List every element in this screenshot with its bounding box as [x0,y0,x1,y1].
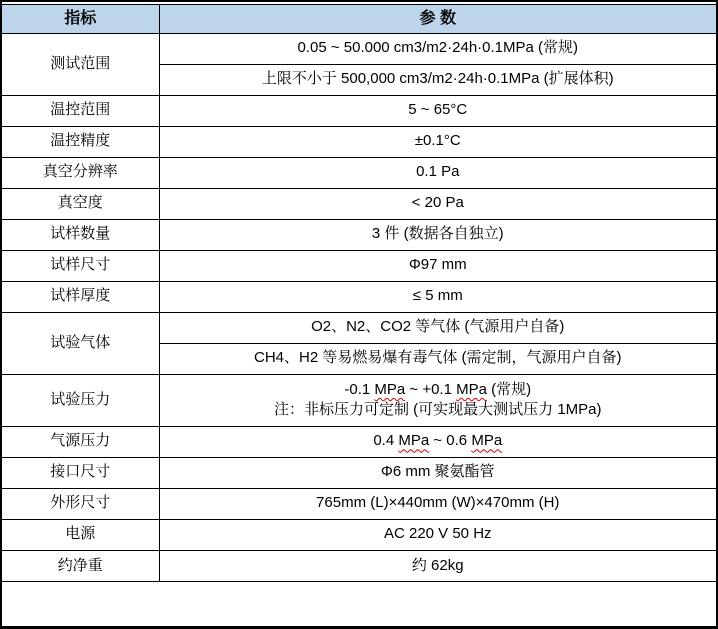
table-inner-frame [2,4,716,582]
row-label-port-size: 接口尺寸 [2,457,159,488]
table-row-gas-supply-pressure [2,426,716,457]
row-label-temp-range: 温控范围 [2,95,159,126]
table-row-net-weight [2,550,716,581]
value-power: AC 220 V 50 Hz [159,519,716,550]
table-row-power [2,519,716,550]
spec-table [2,5,716,581]
row-label-test-gas: 试验气体 [2,312,159,374]
value-test-pressure-line1: -0.1 MPa ~ +0.1 MPa (常规) [344,380,532,398]
row-label-gas-supply-pressure: 气源压力 [2,426,159,457]
header-cell-parameter: 参 数 [159,5,716,33]
table-row-port-size [2,457,716,488]
table-row-test-pressure [2,374,716,426]
value-test-pressure-line2: 注：非标压力可定制 (可实现最大测试压力 1MPa) [273,401,602,418]
row-label-sample-count: 试样数量 [2,219,159,250]
row-label-vacuum-resolution: 真空分辨率 [2,157,159,188]
value-test-pressure [159,374,716,426]
value-test-gas-custom: CH4、H2 等易燃易爆有毒气体 (需定制，气源用户自备) [159,343,716,374]
value-dimensions: 765mm (L)×440mm (W)×470mm (H) [159,488,716,519]
row-label-test-range: 测试范围 [2,33,159,95]
value-test-range-extended: 上限不小于 500,000 cm3/m2·24h·0.1MPa (扩展体积) [159,64,716,95]
value-sample-size: Φ97 mm [159,250,716,281]
row-label-sample-size: 试样尺寸 [2,250,159,281]
table-row-vacuum-resolution [2,157,716,188]
value-sample-thickness: ≤ 5 mm [159,281,716,312]
value-net-weight: 约 62kg [159,550,716,581]
table-row-test-range [2,33,716,64]
table-row-dimensions [2,488,716,519]
value-sample-count: 3 件 (数据各自独立) [159,219,716,250]
value-vacuum-resolution: 0.1 Pa [159,157,716,188]
table-row-test-gas [2,312,716,343]
table-row-temp-range [2,95,716,126]
value-vacuum-degree: < 20 Pa [159,188,716,219]
row-label-test-pressure: 试验压力 [2,374,159,426]
row-label-vacuum-degree: 真空度 [2,188,159,219]
table-row-sample-count [2,219,716,250]
row-label-net-weight: 约净重 [2,550,159,581]
value-test-range-standard: 0.05 ~ 50.000 cm3/m2·24h·0.1MPa (常规) [159,33,716,64]
row-label-temp-accuracy: 温控精度 [2,126,159,157]
value-port-size: Φ6 mm 聚氨酯管 [159,457,716,488]
table-row-temp-accuracy [2,126,716,157]
value-test-gas-standard: O2、N2、CO2 等气体 (气源用户自备) [159,312,716,343]
row-label-sample-thickness: 试样厚度 [2,281,159,312]
row-label-power: 电源 [2,519,159,550]
value-gas-supply-pressure: 0.4 MPa ~ 0.6 MPa [159,426,716,457]
value-temp-accuracy: ±0.1°C [159,126,716,157]
header-cell-indicator: 指标 [2,5,159,33]
table-row-vacuum-degree [2,188,716,219]
row-label-dimensions: 外形尺寸 [2,488,159,519]
table-row-sample-thickness [2,281,716,312]
table-row-sample-size [2,250,716,281]
table-header-row [2,5,716,33]
value-temp-range: 5 ~ 65°C [159,95,716,126]
